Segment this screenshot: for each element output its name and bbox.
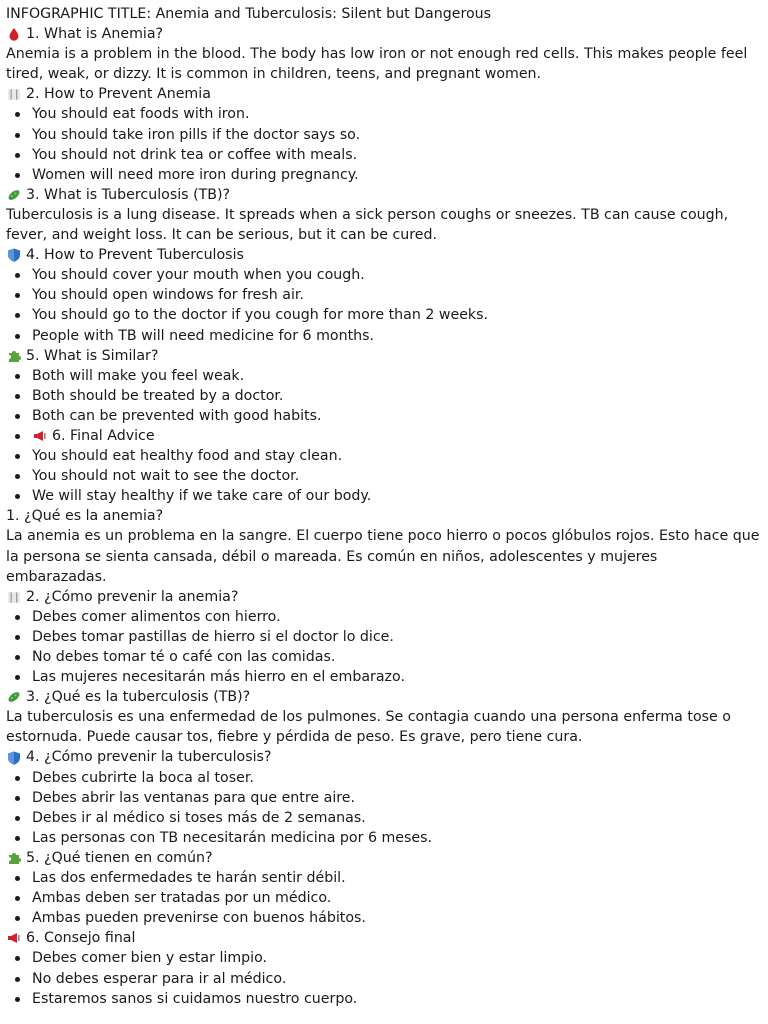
section-heading-text: 2. How to Prevent Anemia: [26, 86, 211, 103]
list-item: You should cover your mouth when you cough.: [32, 265, 762, 285]
list-item: Both should be treated by a doctor.: [32, 386, 762, 406]
blood-drop-icon: [6, 26, 22, 42]
puzzle-icon: [6, 348, 22, 364]
section-heading-text: 3. What is Tuberculosis (TB)?: [26, 186, 231, 203]
bullet-list: [6, 768, 762, 848]
germ-icon: [6, 689, 22, 705]
list-item: You should eat healthy food and stay clean.: [32, 446, 762, 466]
bullet-list: [6, 948, 762, 1008]
bullet-list: [6, 104, 762, 184]
list-item: Both can be prevented with good habits.: [32, 406, 762, 426]
list-item: Debes cubrirte la boca al toser.: [32, 768, 762, 788]
list-item: Debes comer alimentos con hierro.: [32, 607, 762, 627]
section-paragraph: Tuberculosis is a lung disease. It spreads when a sick person coughs or sneezes. TB can cause cough, fever, and weight loss. It can be serious, but it can be cured.: [6, 206, 729, 244]
section-heading-prevenir-anemia: [6, 587, 762, 607]
list-item: Las dos enfermedades te harán sentir débil.: [32, 868, 762, 888]
section-paragraph: Anemia is a problem in the blood. The body has low iron or not enough red cells. This makes people feel tired, weak, or dizzy. It is common in children, teens, and pregnant women.: [6, 46, 748, 83]
list-item: You should eat foods with iron.: [32, 104, 762, 124]
bullet-list: [6, 607, 762, 687]
section-heading-text: 6. Final Advice: [52, 427, 155, 444]
section-heading-prevenir-tb: [6, 747, 762, 767]
list-item: Ambas deben ser tratadas por un médico.: [32, 888, 762, 908]
list-item: Women will need more iron during pregnancy.: [32, 165, 762, 185]
puzzle-icon: [6, 850, 22, 866]
list-item: We will stay healthy if we take care of our body.: [32, 486, 762, 506]
list-item: People with TB will need medicine for 6 months.: [32, 326, 762, 346]
list-item: Estaremos sanos si cuidamos nuestro cuerpo.: [32, 989, 762, 1009]
bullet-list: [6, 366, 762, 446]
fork-knife-icon: [6, 589, 22, 605]
infographic-title: INFOGRAPHIC TITLE: Anemia and Tuberculosis: Silent but Dangerous: [6, 6, 492, 22]
section-heading-text: 3. ¿Qué es la tuberculosis (TB)?: [26, 689, 251, 706]
shield-icon: [6, 750, 22, 766]
list-item: No debes esperar para ir al médico.: [32, 969, 762, 989]
section-heading-similar: [6, 346, 762, 366]
section-paragraph: La anemia es un problema en la sangre. El cuerpo tiene poco hierro o pocos glóbulos rojos. Esto hace que la persona se sienta cansada, débil o mareada. Es común en niños, adolescentes y mujeres embarazadas.: [6, 528, 760, 585]
section-heading-text: 4. How to Prevent Tuberculosis: [26, 247, 244, 264]
section-heading-text: 5. What is Similar?: [26, 347, 159, 364]
section-heading-prevent-anemia: [6, 84, 762, 104]
list-item: Ambas pueden prevenirse con buenos hábitos.: [32, 908, 762, 928]
germ-icon: [6, 187, 22, 203]
section-heading-que-es-anemia: 1. ¿Qué es la anemia?: [6, 508, 164, 525]
section-heading-what-is-tb: [6, 185, 762, 205]
section-heading-text: 5. ¿Qué tienen en común?: [26, 849, 213, 866]
list-item: No debes tomar té o café con las comidas.: [32, 647, 762, 667]
section-heading-text: 1. What is Anemia?: [26, 26, 164, 43]
list-item: You should take iron pills if the doctor says so.: [32, 125, 762, 145]
bullet-list: [6, 868, 762, 928]
bullet-list: [6, 265, 762, 345]
list-item: Debes comer bien y estar limpio.: [32, 948, 762, 968]
list-item: Las personas con TB necesitarán medicina por 6 meses.: [32, 828, 762, 848]
megaphone-icon: [6, 930, 22, 946]
megaphone-icon: [32, 428, 48, 444]
list-item: You should not wait to see the doctor.: [32, 466, 762, 486]
list-item: Debes tomar pastillas de hierro si el doctor lo dice.: [32, 627, 762, 647]
list-item: You should open windows for fresh air.: [32, 285, 762, 305]
list-item: Las mujeres necesitarán más hierro en el embarazo.: [32, 667, 762, 687]
list-item-section-heading-final-advice: [32, 426, 762, 446]
section-heading-text: 6. Consejo final: [26, 930, 136, 947]
section-heading-que-es-tb: [6, 687, 762, 707]
section-heading-text: 2. ¿Cómo prevenir la anemia?: [26, 588, 239, 605]
bullet-list: [6, 446, 762, 506]
section-paragraph: La tuberculosis es una enfermedad de los pulmones. Se contagia cuando una persona enferma tose o estornuda. Puede causar tos, fiebre y pérdida de peso. Es grave, pero tiene cura.: [6, 709, 731, 746]
list-item: Debes abrir las ventanas para que entre aire.: [32, 788, 762, 808]
fork-knife-icon: [6, 86, 22, 102]
list-item: You should not drink tea or coffee with meals.: [32, 145, 762, 165]
shield-icon: [6, 247, 22, 263]
section-heading-consejo-final: [6, 928, 762, 948]
section-heading-prevent-tb: [6, 245, 762, 265]
list-item: You should go to the doctor if you cough for more than 2 weeks.: [32, 305, 762, 325]
list-item: Both will make you feel weak.: [32, 366, 762, 386]
section-heading-what-is-anemia: [6, 24, 762, 44]
list-item: Debes ir al médico si toses más de 2 semanas.: [32, 808, 762, 828]
section-heading-en-comun: [6, 848, 762, 868]
section-heading-text: 4. ¿Cómo prevenir la tuberculosis?: [26, 749, 272, 766]
